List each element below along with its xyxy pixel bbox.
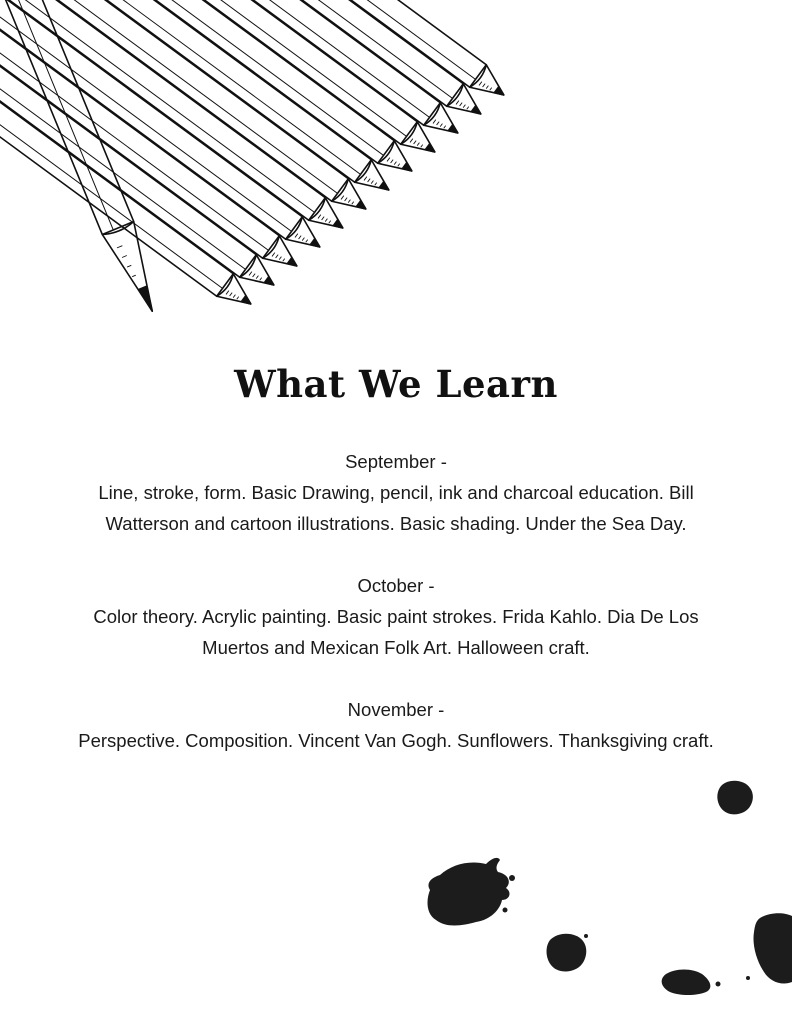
ink-splatter-icon	[503, 908, 508, 913]
ink-splatter-icon	[717, 781, 753, 815]
month-heading: October -	[357, 575, 435, 596]
pencil-bundle-illustration	[0, 0, 520, 340]
ink-splatter-icon	[716, 982, 721, 987]
month-description: Line, stroke, form. Basic Drawing, pencil, ink and charcoal education. Bill Watterson and cartoon illustrations. Basic shading. Under the Sea Day.	[98, 482, 694, 534]
ink-splatter-icon	[584, 934, 588, 938]
month-description: Perspective. Composition. Vincent Van Gogh. Sunflowers. Thanksgiving craft.	[78, 730, 714, 751]
ink-splatter-icon	[753, 913, 792, 983]
ink-splatter-decoration	[400, 760, 792, 1024]
ink-splatter-icon	[509, 875, 515, 881]
ink-splatter-icon	[746, 976, 750, 980]
month-november	[60, 694, 732, 756]
page-title: What We Learn	[234, 362, 558, 406]
pencil-icon	[0, 0, 343, 228]
pencil-icon	[84, 0, 458, 133]
month-heading: November -	[347, 699, 445, 720]
month-description: Color theory. Acrylic painting. Basic paint strokes. Frida Kahlo. Dia De Los Muertos and Mexican Folk Art. Halloween craft.	[93, 606, 699, 658]
month-october	[60, 570, 732, 663]
monthly-schedule	[60, 446, 732, 787]
month-september	[60, 446, 732, 539]
ink-splatter-icon	[662, 970, 711, 996]
ink-splatter-icon	[428, 858, 510, 926]
month-heading: September -	[345, 451, 447, 472]
ink-splatter-icon	[547, 934, 587, 972]
